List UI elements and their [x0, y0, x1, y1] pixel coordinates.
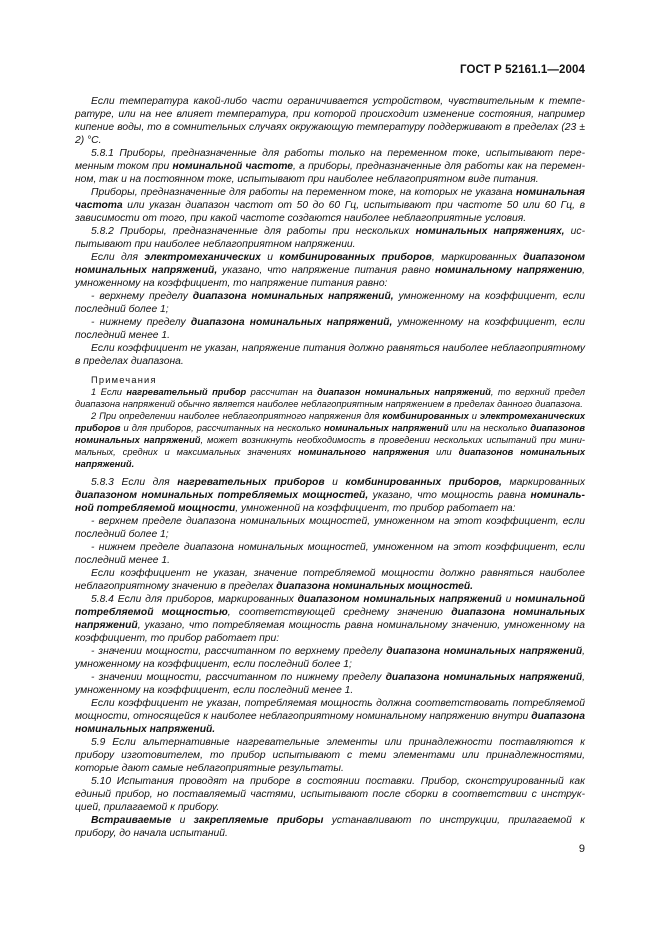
document-page	[75, 0, 585, 936]
note-2: 2 При определении наиболее неблагоприятного напряжения для комбинированных и электромеханических приборов и для приборов, рассчитанных на несколько номинальных напряжений или на несколько диапазонов номинальных напряжений, может возникнуть необходимость в проведении нескольких испытаний при минимальных, средних и максимальных значениях номинального напряжения или диапазонов номинальных напряжений.	[75, 411, 585, 469]
document-header: ГОСТ Р 52161.1—2004	[460, 64, 585, 76]
list-item-upper-limit: - верхнему пределу диапазона номинальных напряжений, умноженному на коэффициент, если последний более 1;	[75, 291, 586, 315]
list-item-lower-power: - нижнем пределе диапазона номинальных мощностей, умноженном на этот коэффициент, если последний менее 1.	[75, 542, 585, 566]
paragraph-5-8-2: 5.8.2 Приборы, предназначенные для работы при нескольких номинальных напряжениях, испытывают при наиболее неблагоприятном напряжении.	[75, 226, 585, 250]
paragraph-voltage-coefficient: Если для электромеханических и комбинированных приборов, маркированных диапазоном номинальных напряжений, указано, что напряжение питания равно номинальному напряжению, умноженному на коэффициент, то напряжение питания равно:	[75, 252, 586, 289]
document-body	[75, 95, 585, 840]
notes-block	[75, 374, 585, 470]
notes-title: Примечания	[91, 375, 157, 385]
list-item-upper-voltage-power: - значении мощности, рассчитанном по верхнему пределу диапазона номинальных напряжений, умноженному на коэффициент, если последний более 1;	[75, 646, 585, 670]
paragraph-no-coefficient: Если коэффициент не указан, напряжение питания должно равняться наиболее неблагоприятному в пределах диапазона.	[75, 343, 585, 367]
term-rated-frequency: номинальная частота	[75, 187, 585, 211]
paragraph-temperature-control: Если температура какой-либо части ограничивается устройством, чувствительным к температуре, или на нее влияет температура, при которой происходит изменение состояния, например кипение воды, то в сомнительных случаях окружающую температуру поддерживают в пределах (23 ± 2) °С.	[75, 96, 585, 146]
paragraph-5-9: 5.9 Если альтернативные нагревательные элементы или принадлежности поставляются к прибору изготовителем, то прибор испытывают с теми элементами или принадлежностями, которые дают самые неблагоприятные результаты.	[75, 737, 585, 774]
paragraph-built-in-appliances: Встраиваемые и закрепляемые приборы устанавливают по инструкции, прилагаемой к прибору, до начала испытаний.	[75, 815, 585, 839]
note-1: 1 Если нагревательный прибор рассчитан на диапазон номинальных напряжений, то верхний предел диапазона напряжений обычно является наиболее неблагоприятным напряжением в пределах данного диапазона.	[75, 387, 585, 409]
page-number: 9	[578, 843, 585, 855]
paragraph-ac-frequency: Приборы, предназначенные для работы на переменном токе, на которых не указана номинальная частота или указан диапазон частот от 50 до 60 Гц, испытывают при частоте 50 или 60 Гц, в зависимости от того, при какой частоте создаются наиболее неблагоприятные условия.	[75, 187, 585, 224]
paragraph-5-8-1: 5.8.1 Приборы, предназначенные для работы только на переменном токе, испытывают переменным током при номинальной частоте, а приборы, предназначенные для работы как на переменном, так и на постоянном токе, испытывают при наиболее неблагоприятном виде питания.	[75, 148, 585, 185]
term-rated-frequency: номинальной частоте	[172, 161, 294, 172]
term-rated-voltages: номинальных напряжениях,	[415, 226, 565, 237]
paragraph-5-10: 5.10 Испытания проводят на приборе в состоянии поставки. Прибор, сконструированный как единый прибор, но поставляемый частями, испытывают после сборки в соответствии с инструкцией, прилагаемой к прибору.	[75, 776, 585, 813]
list-item-lower-limit: - нижнему пределу диапазона номинальных напряжений, умноженному на коэффициент, если последний менее 1.	[75, 317, 586, 341]
paragraph-5-8-3: 5.8.3 Если для нагревательных приборов и комбинированных приборов, маркированных диапазоном номинальных потребляемых мощностей, указано, что мощность равна номинальной потребляемой мощности, умноженной на коэффициент, то прибор работает на:	[75, 477, 586, 514]
list-item-upper-power: - верхнем пределе диапазона номинальных мощностей, умноженном на этот коэффициент, если последний более 1;	[75, 516, 585, 540]
list-item-lower-voltage-power: - значении мощности, рассчитанном по нижнему пределу диапазона номинальных напряжений, умноженному на коэффициент, если последний менее 1.	[75, 672, 585, 696]
paragraph-power-worst-voltage: Если коэффициент не указан, потребляемая мощность должна соответствовать потребляемой мощности, относящейся к наиболее неблагоприятному номинальному напряжению внутри диапазона номинальных напряжений.	[75, 698, 585, 735]
paragraph-power-no-coefficient: Если коэффициент не указан, значение потребляемой мощности должно равняться наиболее неблагоприятному значению в пределах диапазона номинальных мощностей.	[75, 568, 585, 592]
paragraph-5-8-4: 5.8.4 Если для приборов, маркированных диапазоном номинальных напряжений и номинальной потребляемой мощностью, соответствующей среднему значению диапазона номинальных напряжений, указано, что потребляемая мощность равна номинальному значению, умноженному на коэффициент, то прибор работает при:	[75, 594, 585, 644]
